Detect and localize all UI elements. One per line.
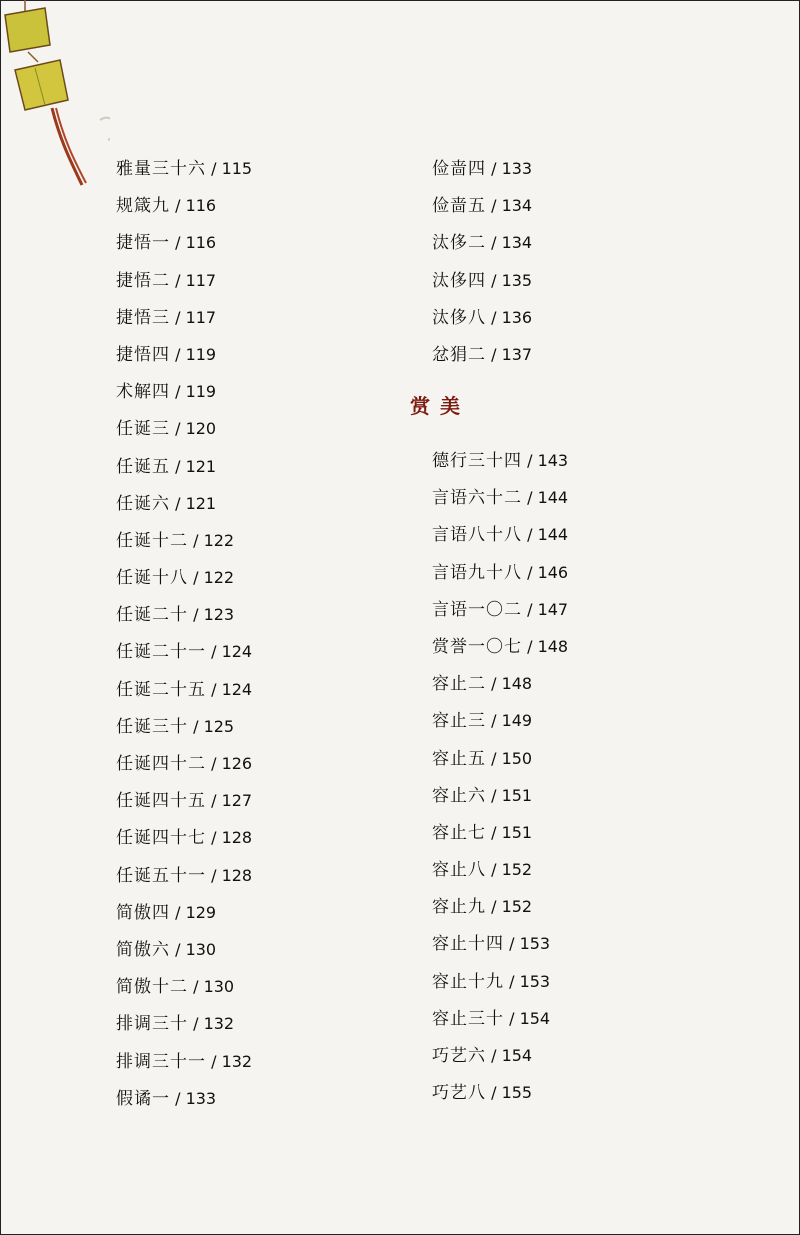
entry-separator: /: [206, 679, 222, 699]
entry-separator: /: [170, 902, 186, 922]
entry-separator: /: [206, 791, 222, 811]
toc-entry: [432, 224, 532, 261]
entry-title: 捷悟四: [116, 344, 170, 365]
entry-separator: /: [486, 674, 502, 694]
entry-title: 容止六: [432, 785, 486, 806]
toc-entry: [432, 814, 568, 851]
entry-title: 任诞二十一: [116, 642, 206, 663]
entry-title: 俭啬四: [432, 159, 486, 179]
entry-title: 雅量三十六: [116, 159, 206, 179]
entry-title: 任诞二十: [116, 605, 188, 626]
entry-separator: /: [170, 493, 186, 513]
toc-entry: [116, 187, 252, 224]
entry-title: 捷悟三: [116, 307, 170, 328]
entry-page-number: 136: [501, 307, 533, 327]
toc-entry: [116, 299, 252, 336]
toc-entry: [432, 516, 568, 553]
entry-separator: /: [170, 233, 186, 253]
entry-separator: /: [486, 860, 502, 880]
toc-entry: [116, 819, 252, 856]
entry-title: 任诞五: [116, 456, 170, 477]
entry-page-number: 121: [185, 456, 217, 476]
entry-page-number: 115: [221, 159, 253, 178]
toc-entry: [432, 851, 568, 888]
entry-separator: /: [504, 934, 520, 954]
toc-entry: [432, 888, 568, 925]
entry-title: 规箴九: [116, 196, 170, 217]
toc-entry: [116, 708, 252, 745]
entry-separator: /: [522, 525, 538, 545]
toc-entry: [116, 224, 252, 261]
entry-separator: /: [504, 971, 520, 991]
entry-title: 赏誉一〇七: [432, 636, 522, 657]
entry-separator: /: [170, 196, 186, 216]
toc-entry: [116, 633, 252, 670]
entry-page-number: 117: [185, 270, 217, 290]
entry-title: 任诞十八: [116, 568, 188, 589]
toc-entry: [432, 336, 532, 373]
entry-page-number: 150: [501, 748, 533, 768]
toc-entry: [432, 963, 568, 1000]
toc-entry: [432, 442, 568, 479]
entry-page-number: 155: [501, 1083, 533, 1103]
toc-right-column-bottom: [432, 442, 568, 1111]
entry-separator: /: [486, 196, 502, 216]
entry-separator: /: [206, 642, 222, 662]
toc-entry: [432, 479, 568, 516]
entry-title: 容止五: [432, 748, 486, 769]
toc-entry: [432, 1037, 568, 1074]
entry-page-number: 153: [519, 934, 551, 954]
entry-page-number: 119: [185, 382, 217, 402]
toc-entry: [432, 628, 568, 665]
entry-page-number: 116: [185, 233, 217, 253]
toc-entry: [116, 410, 252, 447]
toc-entry: [432, 554, 568, 591]
entry-title: 捷悟二: [116, 270, 170, 291]
entry-page-number: 148: [501, 674, 533, 694]
toc-entry: [432, 925, 568, 962]
entry-page-number: 121: [185, 493, 217, 513]
entry-separator: /: [188, 568, 204, 588]
entry-title: 容止三: [432, 711, 486, 732]
toc-entry: [116, 894, 252, 931]
toc-entry: [116, 596, 252, 633]
entry-page-number: 133: [185, 1088, 217, 1108]
entry-title: 容止三十: [432, 1008, 504, 1029]
entry-title: 言语一〇二: [432, 599, 522, 620]
entry-title: 忿狷二: [432, 344, 486, 365]
entry-page-number: 135: [501, 270, 533, 290]
entry-page-number: 151: [501, 822, 533, 842]
entry-page-number: 126: [221, 754, 253, 773]
entry-separator: /: [486, 270, 502, 290]
entry-separator: /: [522, 562, 538, 582]
toc-entry: [116, 485, 252, 522]
entry-title: 任诞二十五: [116, 679, 206, 700]
entry-separator: /: [486, 307, 502, 327]
entry-separator: /: [486, 897, 502, 917]
entry-separator: /: [170, 270, 186, 290]
entry-separator: /: [170, 344, 186, 364]
entry-separator: /: [486, 233, 502, 253]
entry-page-number: 132: [203, 1014, 235, 1034]
toc-entry: [432, 187, 532, 224]
toc-entry: [116, 150, 252, 187]
entry-title: 简傲十二: [116, 977, 188, 998]
entry-separator: /: [188, 1014, 204, 1034]
entry-separator: /: [170, 382, 186, 402]
entry-page-number: 154: [519, 1008, 551, 1028]
entry-title: 容止十四: [432, 934, 504, 955]
entry-page-number: 143: [537, 451, 569, 470]
entry-title: 任诞五十一: [116, 865, 206, 886]
entry-page-number: 144: [537, 488, 569, 508]
entry-page-number: 128: [221, 865, 253, 885]
entry-separator: /: [486, 748, 502, 768]
entry-page-number: 146: [537, 562, 569, 582]
entry-page-number: 124: [221, 679, 253, 699]
entry-separator: /: [522, 451, 538, 470]
entry-page-number: 147: [537, 599, 569, 619]
entry-separator: /: [206, 1051, 222, 1071]
toc-entry: [116, 1005, 252, 1042]
entry-page-number: 144: [537, 525, 569, 545]
entry-page-number: 134: [501, 196, 533, 216]
toc-entry: [432, 150, 532, 187]
entry-separator: /: [206, 754, 222, 773]
toc-left-column: [116, 150, 252, 1117]
section-heading: 赏美: [410, 394, 470, 418]
entry-page-number: 116: [185, 196, 217, 216]
entry-page-number: 152: [501, 897, 533, 917]
toc-entry: [432, 299, 532, 336]
entry-separator: /: [522, 599, 538, 619]
entry-title: 汰侈四: [432, 270, 486, 291]
entry-title: 言语八十八: [432, 525, 522, 546]
entry-title: 俭啬五: [432, 196, 486, 217]
toc-entry: [432, 777, 568, 814]
entry-title: 容止十九: [432, 971, 504, 992]
entry-separator: /: [170, 419, 186, 439]
entry-page-number: 119: [185, 344, 217, 364]
entry-separator: /: [206, 159, 222, 178]
entry-title: 言语六十二: [432, 488, 522, 509]
entry-page-number: 130: [185, 939, 217, 959]
toc-entry: [116, 336, 252, 373]
entry-page-number: 129: [185, 902, 217, 922]
entry-separator: /: [170, 456, 186, 476]
toc-entry: [116, 448, 252, 485]
toc-entry: [432, 1000, 568, 1037]
entry-page-number: 154: [501, 1046, 533, 1065]
entry-title: 汰侈八: [432, 307, 486, 328]
entry-separator: /: [486, 344, 502, 364]
entry-separator: /: [170, 307, 186, 327]
entry-title: 假谲一: [116, 1088, 170, 1109]
entry-page-number: 134: [501, 233, 533, 253]
entry-separator: /: [504, 1008, 520, 1028]
toc-entry: [432, 665, 568, 702]
entry-page-number: 122: [203, 530, 235, 550]
entry-title: 任诞十二: [116, 530, 188, 551]
entry-page-number: 133: [501, 159, 533, 178]
entry-page-number: 123: [203, 605, 235, 625]
entry-separator: /: [486, 1046, 502, 1065]
entry-title: 容止八: [432, 860, 486, 881]
entry-title: 简傲六: [116, 939, 170, 960]
lantern-illustration: [0, 0, 110, 200]
entry-title: 言语九十八: [432, 562, 522, 583]
entry-separator: /: [188, 605, 204, 625]
entry-title: 捷悟一: [116, 233, 170, 254]
entry-separator: /: [170, 1088, 186, 1108]
entry-separator: /: [188, 977, 204, 997]
entry-page-number: 124: [221, 642, 253, 662]
entry-separator: /: [206, 828, 222, 848]
toc-entry: [432, 702, 568, 739]
toc-entry: [116, 857, 252, 894]
entry-separator: /: [522, 488, 538, 508]
entry-title: 任诞四十二: [116, 754, 206, 774]
entry-title: 排调三十一: [116, 1051, 206, 1072]
entry-separator: /: [486, 159, 502, 178]
entry-title: 容止二: [432, 674, 486, 695]
entry-title: 任诞三: [116, 419, 170, 440]
entry-page-number: 153: [519, 971, 551, 991]
entry-page-number: 151: [501, 785, 533, 805]
entry-page-number: 149: [501, 711, 533, 731]
entry-title: 任诞四十五: [116, 791, 206, 812]
entry-title: 巧艺八: [432, 1083, 486, 1104]
entry-page-number: 125: [203, 716, 235, 736]
entry-page-number: 137: [501, 344, 533, 364]
entry-separator: /: [486, 1083, 502, 1103]
toc-entry: [432, 262, 532, 299]
entry-title: 容止九: [432, 897, 486, 918]
entry-page-number: 130: [203, 977, 235, 997]
entry-page-number: 132: [221, 1051, 253, 1071]
entry-separator: /: [486, 711, 502, 731]
entry-title: 德行三十四: [432, 451, 522, 471]
toc-entry: [116, 671, 252, 708]
entry-page-number: 148: [537, 636, 569, 656]
entry-separator: /: [486, 822, 502, 842]
entry-title: 排调三十: [116, 1014, 188, 1035]
toc-entry: [116, 373, 252, 410]
entry-separator: /: [188, 716, 204, 736]
entry-page-number: 152: [501, 860, 533, 880]
toc-entry: [432, 591, 568, 628]
entry-title: 巧艺六: [432, 1046, 486, 1066]
entry-page-number: 117: [185, 307, 217, 327]
toc-entry: [116, 745, 252, 782]
toc-entry: [432, 1074, 568, 1111]
entry-separator: /: [206, 865, 222, 885]
entry-title: 术解四: [116, 382, 170, 403]
entry-title: 任诞四十七: [116, 828, 206, 849]
entry-page-number: 122: [203, 568, 235, 588]
toc-right-column-top: [432, 150, 532, 373]
toc-entry: [432, 740, 568, 777]
entry-separator: /: [170, 939, 186, 959]
entry-title: 任诞三十: [116, 716, 188, 737]
entry-separator: /: [522, 636, 538, 656]
entry-separator: /: [486, 785, 502, 805]
toc-entry: [116, 968, 252, 1005]
toc-entry: [116, 782, 252, 819]
entry-page-number: 127: [221, 791, 253, 811]
toc-entry: [116, 262, 252, 299]
entry-separator: /: [188, 530, 204, 550]
entry-title: 汰侈二: [432, 233, 486, 254]
entry-title: 简傲四: [116, 902, 170, 923]
entry-page-number: 120: [185, 419, 217, 439]
toc-entry: [116, 559, 252, 596]
toc-entry: [116, 931, 252, 968]
entry-title: 任诞六: [116, 493, 170, 514]
entry-page-number: 128: [221, 828, 253, 848]
toc-entry: [116, 1043, 252, 1080]
toc-entry: [116, 522, 252, 559]
entry-title: 容止七: [432, 822, 486, 843]
toc-entry: [116, 1080, 252, 1117]
